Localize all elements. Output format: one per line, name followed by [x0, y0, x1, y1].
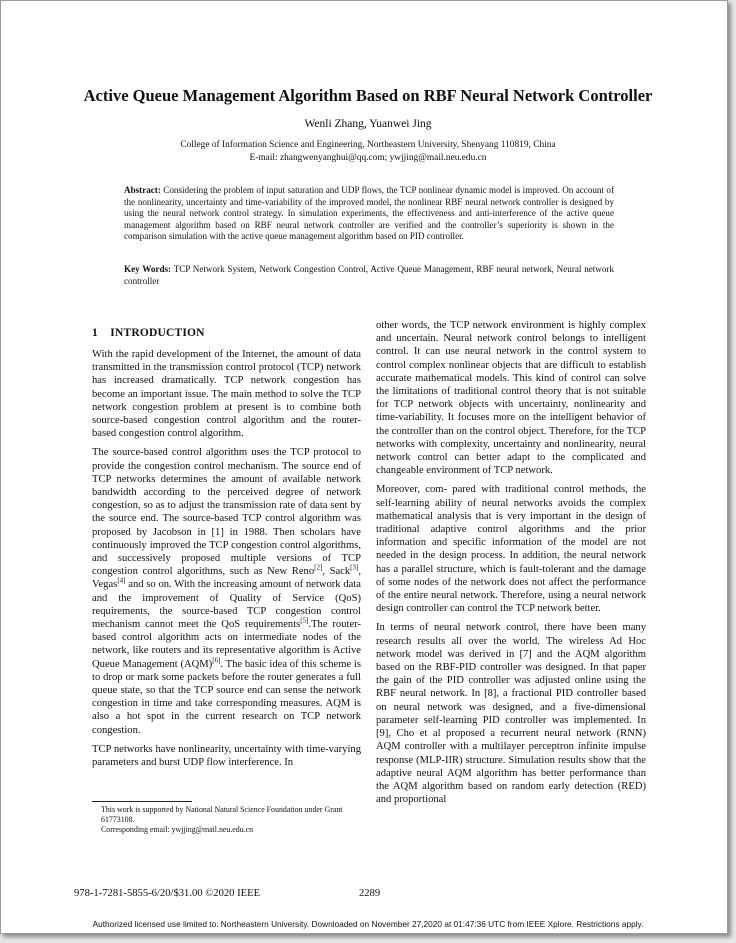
- left-column: [92, 348, 361, 775]
- citation-ref: [3]: [350, 563, 359, 572]
- keywords-text: TCP Network System, Network Congestion Control, Active Queue Management, RBF neural network, Neural network controller: [124, 264, 614, 286]
- keywords-label: Key Words:: [124, 264, 172, 274]
- isbn-copyright: 978-1-7281-5855-6/20/$31.00 ©2020 IEEE: [74, 888, 261, 899]
- author-list: Wenli Zhang, Yuanwei Jing: [304, 118, 432, 130]
- citation-ref: [2]: [314, 563, 323, 572]
- corresponding-footnote: Corresponding email: ywjjing@mail.neu.edu.cn: [101, 825, 254, 835]
- footnotes: [92, 805, 362, 836]
- section-number: 1: [92, 327, 98, 339]
- citation-ref: [6]: [212, 656, 221, 665]
- section-heading: [92, 327, 205, 339]
- citation-ref: [4]: [117, 576, 126, 585]
- abstract-label: Abstract:: [124, 185, 161, 195]
- abstract: [124, 185, 614, 243]
- paragraph: other words, the TCP network environment is highly complex and uncertain. Neural network control belongs to intelligent control. It can use neural network in the control system to control complex nonlinear objects that are difficult to establish accurate mathematical models. This kind of control can solve the limitations of traditional control theory that is not suitable for TCP network objects with uncertainty, nonlinearity and time-variability. It focuses more on the intelligent behavior of the controller than on the control object. Therefore, for the TCP networks with complexity, uncertainty and nonlinearity, neural network control can better adapt to the complicated and changeable environment of TCP network.: [376, 320, 646, 477]
- paragraph: TCP networks have nonlinearity, uncertainty with time-varying parameters and burst UDP flow interference. In: [92, 743, 361, 769]
- right-column: [376, 319, 646, 812]
- author-email: E-mail: zhangwenyanghui@qq.com; ywjjing@mail.neu.edu.cn: [249, 152, 487, 163]
- paragraph: In terms of neural network control, there have been many research results all over the world. The wireless Ad Hoc network model was derived in [7] and the AQM algorithm based on the RBF-PID controller was designed. In that paper the gain of the PID controller was adjusted online using the RBF neural network. In [8], a fractional PID controller based on neural network was designed, and a five-dimensional parameter self-learning PID controller was implemented. In [9], Cho et al proposed a recurrent neural network (RNN) AQM controller with a multilayer perceptron infinite impulse response (MLP-IIR) structure. Simulation results show that the adaptive neural AQM algorithm has better performance than the AQM algorithm based on random early detection (RED) and proportional: [376, 622, 646, 806]
- affiliation-block: [0, 139, 736, 164]
- funding-footnote: This work is supported by National Natural Science Foundation under Grant 61773108.: [101, 805, 343, 825]
- page-number: 2289: [359, 888, 381, 899]
- paragraph: With the rapid development of the Internet, the amount of data transmitted in the transmission control protocol (TCP) network has increased dramatically. TCP network congestion has become an important issue. The main method to solve the TCP network congestion problem at present is to combine both source-based congestion control algorithm and the router-based congestion control algorithm.: [92, 349, 361, 440]
- paragraph: Moreover, com- pared with traditional control methods, the self-learning ability of neural networks avoids the complex mathematical analysis that is very important in the design of traditional adaptive control algorithms and the prior information and specific information of the model are not needed in the design process. In addition, the neural network has a parallel structure, which is fault-tolerant and the damage of some nodes of the network does not affect the performance of the entire neural network. Therefore, using a neural network design controller can control the TCP network better.: [376, 484, 646, 615]
- citation-ref: [5]: [300, 616, 309, 625]
- keywords: [124, 264, 614, 287]
- section-title: INTRODUCTION: [110, 327, 205, 339]
- paper-title: Active Queue Management Algorithm Based on RBF Neural Network Controller: [83, 86, 653, 105]
- license-notice: Authorized licensed use limited to: Northeastern University. Downloaded on November 27,2020 at 01:47:36 UTC from IEEE Xplore. Restrictions apply.: [92, 919, 644, 929]
- paragraph: The source-based control algorithm uses the TCP protocol to provide the congestion control mechanism. The source end of TCP networks determines the amount of available network bandwidth according to the perceived degree of network congestion, so as to adjust the transmission rate of data sent by the source end. The source-based TCP control algorithm was proposed by Jacobson in [1] in 1988. Then scholars have continuously improved the TCP congestion control algorithms, and successively proposed multiple versions of TCP congestion control algorithms, such as New Reno[2], Sack[3], Vegas[4] and so on. With the increasing amount of network data and the improvement of Quality of Service (QoS) requirements, the source-based TCP congestion control mechanism cannot meet the QoS requirements[5].The router-based control algorithm acts on intermediate nodes of the network, like routers and its representative algorithm is Active Queue Management (AQM)[6]. The basic idea of this scheme is to drop or mark some packets before the router generates a full queue state, so that the TCP source end can sense the network congestion in time and take corresponding measures. AQM is also a hot spot in the current research on TCP network congestion.: [92, 447, 362, 736]
- footnote-rule: [92, 801, 192, 802]
- abstract-text: Considering the problem of input saturation and UDP flows, the TCP nonlinear dynamic model is improved. On account of the nonlinearity, uncertainty and time-variability of the improved model, the nonlinear RBF neural network controller is designed by using the neural network control strategy. In simulation experiments, the effectiveness and anti-interference of the active queue management algorithm based on RBF neural network controller are verified and the controller’s superiority is shown in the comparison simulation with the active queue management algorithm based on PID controller.: [124, 185, 614, 242]
- affiliation: College of Information Science and Engineering, Northeastern University, Shenyang 110819, China: [180, 140, 556, 150]
